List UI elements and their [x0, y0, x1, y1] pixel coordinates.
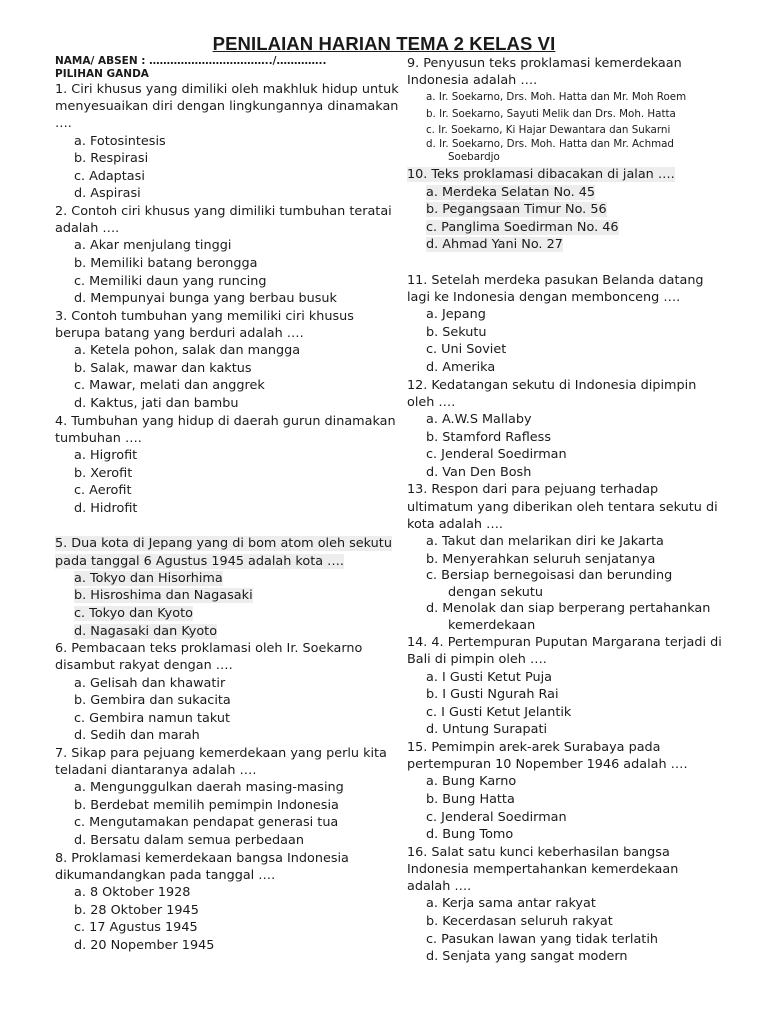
question-text: 13. Respon dari para pejuang terhadap ultimatum yang diberikan oleh tentara sekutu di kota adalah ….: [407, 482, 718, 532]
question-2: [55, 203, 400, 308]
option: a. Fotosintesis: [74, 133, 166, 149]
question-text: 8. Proklamasi kemerdekaan bangsa Indonesia dikumandangkan pada tanggal ….: [55, 850, 349, 883]
option: b. Memiliki batang berongga: [74, 255, 258, 271]
option: b. Kecerdasan seluruh rakyat: [426, 914, 613, 929]
option: b. Hisroshima dan Nagasaki: [74, 588, 253, 604]
option: d. Kaktus, jati dan bambu: [74, 395, 239, 411]
question-14: [407, 634, 722, 739]
option: a. I Gusti Ketut Puja: [426, 669, 552, 685]
question-text: 3. Contoh tumbuhan yang memiliki ciri khusus berupa batang yang berduri adalah ….: [55, 308, 354, 341]
option: c. Pasukan lawan yang tidak terlatih: [426, 931, 658, 947]
option: d. Aspirasi: [74, 186, 141, 202]
option: d. Hidrofit: [74, 500, 138, 516]
option: a. Ketela pohon, salak dan mangga: [74, 343, 301, 359]
question-6: [55, 640, 400, 745]
option: c. Aerofit: [74, 483, 132, 499]
question-text: 9. Penyusun teks proklamasi kemerdekaan Indonesia adalah ….: [407, 56, 682, 89]
option: c. Uni Soviet: [426, 342, 507, 358]
question-text: 14. 4. Pertempuran Puputan Margarana terjadi di Bali di pimpin oleh ….: [407, 635, 722, 668]
option: d. Menolak dan siap berperang pertahankan kemerdekaan: [426, 601, 711, 633]
option: a. Gelisah dan khawatir: [74, 675, 226, 691]
question-13: [407, 481, 722, 634]
option: c. I Gusti Ketut Jelantik: [426, 704, 572, 720]
option: b. Respirasi: [74, 151, 149, 167]
option: d. Senjata yang sangat modern: [426, 949, 628, 965]
option: c. Jenderal Soedirman: [426, 447, 567, 463]
question-text: 10. Teks proklamasi dibacakan di jalan ….: [407, 167, 675, 183]
option: c. Ir. Soekarno, Ki Hajar Dewantara dan Sukarni: [426, 124, 671, 136]
question-text: 16. Salat satu kunci keberhasilan bangsa Indonesia mempertahankan kemerdekaan adalah ….: [407, 844, 679, 895]
option: b. Salak, mawar dan kaktus: [74, 360, 252, 376]
question-12: [407, 377, 722, 482]
option: c. Panglima Soedirman No. 46: [426, 219, 619, 235]
option: c. Jenderal Soedirman: [426, 809, 567, 825]
question-text: 6. Pembacaan teks proklamasi oleh Ir. Soekarno disambut rakyat dengan ….: [55, 641, 363, 674]
question-8: [55, 850, 400, 955]
option: c. Mawar, melati dan anggrek: [74, 378, 265, 394]
question-7: [55, 745, 400, 850]
name-absen-line: NAMA/ ABSEN : ……………………………../…………..: [55, 55, 327, 67]
option: b. Bung Hatta: [426, 792, 515, 808]
option: d. Mempunyai bunga yang berbau busuk: [74, 291, 337, 307]
option: a. Merdeka Selatan No. 45: [426, 184, 596, 200]
option: a. Tokyo dan Hisorhima: [74, 570, 223, 586]
option: d. Nagasaki dan Kyoto: [74, 623, 218, 639]
option: a. Ir. Soekarno, Drs. Moh. Hatta dan Mr. Moh Roem: [426, 91, 687, 104]
option: b. Berdebat memilih pemimpin Indonesia: [74, 797, 339, 813]
question-9: [407, 55, 722, 164]
option: b. Pegangsaan Timur No. 56: [426, 202, 607, 218]
question-15: [407, 739, 722, 844]
option: d. Amerika: [426, 360, 496, 376]
option: b. Gembira dan sukacita: [74, 693, 231, 709]
option: b. Ir. Soekarno, Sayuti Melik dan Drs. Moh. Hatta: [426, 107, 676, 120]
option: d. Untung Surapati: [426, 722, 548, 738]
option: d. Sedih dan marah: [74, 728, 200, 744]
question-11: [407, 272, 722, 377]
right-column: [407, 55, 722, 966]
question-3: [55, 308, 400, 413]
question-text: 15. Pemimpin arek-arek Surabaya pada pertempuran 10 Nopember 1946 adalah ….: [407, 740, 688, 773]
option: d. Ir. Soekarno, Drs. Moh. Hatta dan Mr. Achmad Soebardjo: [426, 138, 674, 164]
option: c. 17 Agustus 1945: [74, 920, 198, 936]
question-text: 2. Contoh ciri khusus yang dimiliki tumbuhan teratai adalah ….: [55, 203, 392, 237]
option: a. Takut dan melarikan diri ke Jakarta: [426, 534, 664, 550]
option: a. 8 Oktober 1928: [74, 885, 191, 901]
question-text: 1. Ciri khusus yang dimiliki oleh makhluk hidup untuk menyesuaikan diri dengan lingkungannya dinamakan ….: [55, 82, 399, 132]
option: b. Stamford Rafless: [426, 429, 551, 445]
option: a. Akar menjulang tinggi: [74, 238, 232, 254]
option: c. Mengutamakan pendapat generasi tua: [74, 815, 339, 831]
question-text: 5. Dua kota di Jepang yang di bom atom oleh sekutu pada tanggal 6 Agustus 1945 adalah kota ….: [55, 536, 392, 569]
option: a. A.W.S Mallaby: [426, 412, 532, 428]
option: d. 20 Nopember 1945: [74, 937, 215, 953]
option: a. Kerja sama antar rakyat: [426, 896, 596, 912]
option: c. Bersiap bernegoisasi dan berunding dengan sekutu: [426, 568, 673, 600]
question-16: [407, 844, 722, 966]
option: d. Van Den Bosh: [426, 464, 532, 480]
option: c. Tokyo dan Kyoto: [74, 605, 193, 621]
section-heading: PILIHAN GANDA: [55, 68, 149, 80]
option: a. Mengunggulkan daerah masing-masing: [74, 780, 344, 796]
option: b. Xerofit: [74, 465, 133, 481]
question-5: [55, 535, 400, 640]
option: c. Gembira namun takut: [74, 710, 230, 726]
option: d. Bersatu dalam semua perbedaan: [74, 833, 304, 849]
option: d. Bung Tomo: [426, 827, 514, 843]
option: b. Menyerahkan seluruh senjatanya: [426, 551, 656, 567]
page-title: PENILAIAN HARIAN TEMA 2 KELAS VI: [212, 33, 556, 54]
option: a. Bung Karno: [426, 774, 517, 790]
option: b. I Gusti Ngurah Rai: [426, 687, 559, 703]
option: a. Higrofit: [74, 447, 138, 463]
question-text: 4. Tumbuhan yang hidup di daerah gurun dinamakan tumbuhan ….: [55, 413, 396, 446]
question-text: 12. Kedatangan sekutu di Indonesia dipimpin oleh ….: [407, 377, 697, 410]
option: a. Jepang: [426, 307, 486, 323]
question-text: 7. Sikap para pejuang kemerdekaan yang perlu kita teladani diantaranya adalah ….: [55, 745, 387, 779]
option: b. Sekutu: [426, 324, 487, 340]
option: d. Ahmad Yani No. 27: [426, 237, 563, 253]
option: b. 28 Oktober 1945: [74, 902, 199, 918]
question-1: [55, 81, 400, 203]
option: c. Adaptasi: [74, 168, 145, 184]
question-10: [407, 166, 722, 254]
question-4: [55, 413, 400, 518]
option: c. Memiliki daun yang runcing: [74, 273, 267, 289]
question-text: 11. Setelah merdeka pasukan Belanda datang lagi ke Indonesia dengan membonceng ….: [407, 272, 704, 306]
left-column: [55, 55, 400, 954]
